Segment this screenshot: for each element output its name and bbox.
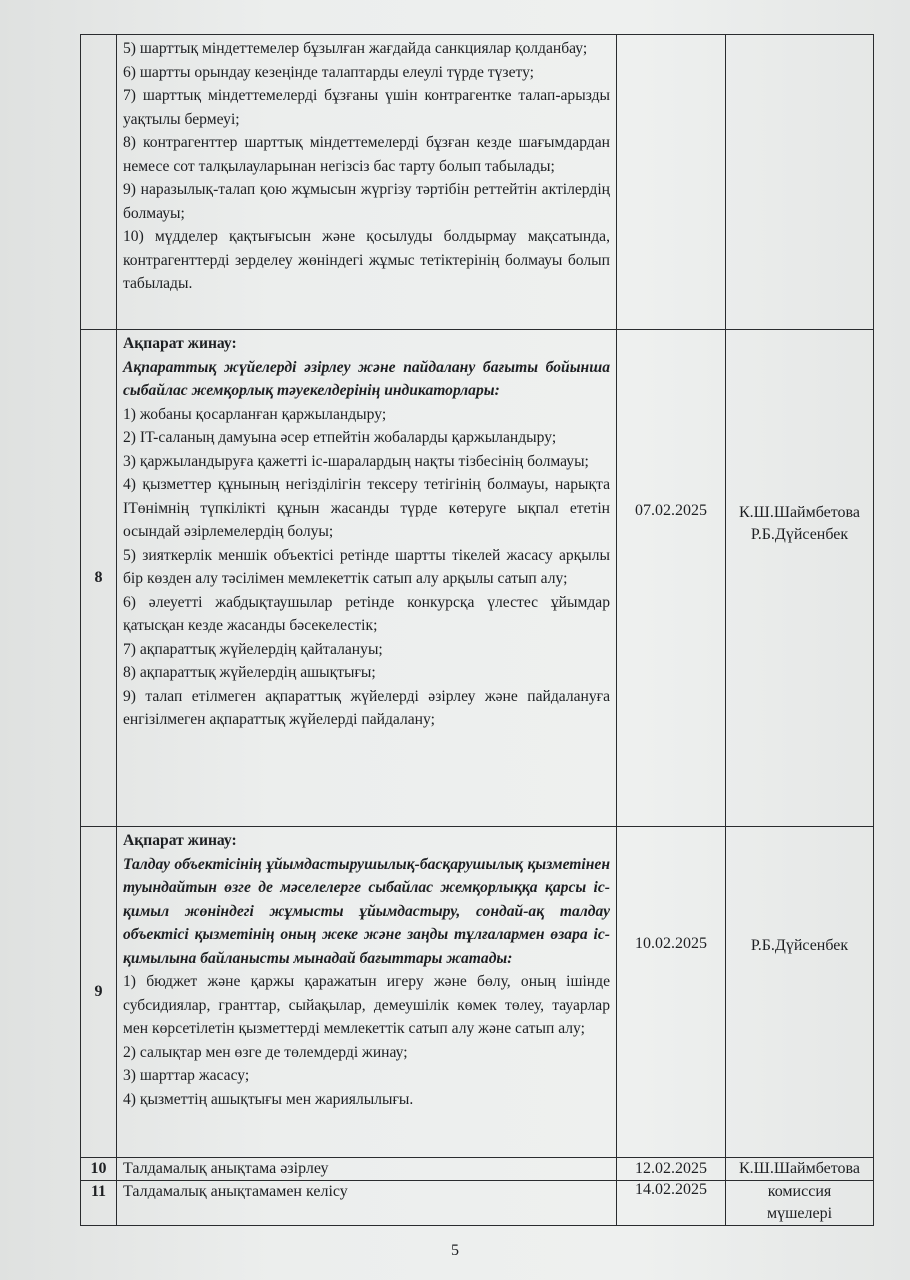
responsible-person: мүшелері [766, 1205, 833, 1222]
date-cell: 07.02.2025 [617, 330, 726, 827]
table-row-continuation [81, 35, 874, 330]
row-text-cell [117, 35, 617, 330]
page-number: 5 [451, 1242, 459, 1259]
list-item: 5) зияткерлік меншік объектісі ретінде шартты тікелей жасасу арқылы бір көзден алу тәсілімен мемлекеттік сатып алу арқылы сатып алу; [123, 546, 610, 587]
responsible-cell [726, 330, 874, 827]
responsible-cell [726, 827, 874, 1158]
list-item: 9) талап етілмеген ақпараттық жүйелерді әзірлеу және пайдалануға енгізілмеген ақпараттық жүйелерді пайдалану; [123, 687, 610, 728]
list-item: 4) қызметтің ашықтығы мен жариялылығы. [123, 1090, 414, 1108]
row-number: 8 [81, 330, 117, 827]
list-item: 7) ақпараттық жүйелердің қайталануы; [123, 640, 383, 658]
plan-table [80, 34, 874, 1226]
list-item: 1) бюджет және қаржы қаражатын игеру және бөлу, оның ішінде субсидиялар, гранттар, сыйақылар, демеушілік көмек төлеу, тауарлар мен көрсетілетін қызметтерді мемлекеттік сатып алу және сатып алу; [123, 973, 610, 1037]
list-item: 10) мүдделер қақтығысын және қосылуды болдырмау мақсатында, контрагенттерді зерделеу жөніндегі жұмыс тетіктерінің болмауы болып табылады. [123, 228, 610, 292]
list-item: 5) шарттық міндеттемелер бұзылған жағдайда санкциялар қолданбау; [123, 40, 588, 57]
list-item: 4) қызметтер құнының негізділігін тексеру тетігінің болмауы, нарықта ITөнімнің түпкілікті құнын жасанды түрде көтеруге ықпал ететін осындай әзірлемелердің болуы; [123, 476, 610, 540]
table-row-8 [81, 330, 874, 827]
date-cell: 12.02.2025 [617, 1158, 726, 1181]
list-item: 3) қаржыландыруға қажетті іс-шаралардың нақты тізбесінің болмауы; [123, 452, 589, 470]
date-cell [617, 35, 726, 330]
date-cell: 14.02.2025 [617, 1181, 726, 1226]
list-item: 9) наразылық-талап қою жұмысын жүргізу тәртібін реттейтін актілердің болмауы; [123, 181, 610, 222]
list-item: 2) IT-саланың дамуына әсер етпейтін жобаларды қаржыландыру; [123, 429, 557, 446]
responsible-person: Р.Б.Дүйсенбек [750, 526, 849, 543]
responsible-person: Р.Б.Дүйсенбек [750, 937, 849, 954]
row-text-cell [117, 827, 617, 1158]
table-row-11 [81, 1181, 874, 1226]
row-number: 9 [81, 827, 117, 1158]
row-number: 11 [81, 1181, 117, 1226]
section-heading: Ақпарат жинау: [123, 335, 237, 352]
list-item: 8) контрагенттер шарттық міндеттемелерді бұзған кезде шағымдардан немесе сот талқылауларынан негізсіз бас тарту болып табылады; [123, 134, 610, 175]
list-item: 6) шартты орындау кезеңінде талаптарды елеулі түрде түзету; [123, 63, 535, 81]
list-item: 7) шарттық міндеттемелерді бұзғаны үшін контрагентке талап-арызды уақтылы бермеуі; [123, 87, 610, 128]
row-text: Талдамалық анықтама әзірлеу [117, 1158, 617, 1181]
responsible-person: комиссия [767, 1183, 832, 1200]
row-number-cell [81, 35, 117, 330]
list-item: 3) шарттар жасасу; [123, 1067, 250, 1084]
responsible-person: К.Ш.Шаймбетова [739, 1160, 860, 1177]
responsible-cell [726, 1158, 874, 1181]
section-heading: Ақпарат жинау: [123, 832, 237, 849]
section-subheading: Ақпараттық жүйелерді әзірлеу және пайдалану бағыты бойынша сыбайлас жемқорлық тәуекелдерінің индикаторлары: [123, 358, 610, 399]
row-number: 10 [81, 1158, 117, 1181]
list-item: 1) жобаны қосарланған қаржыландыру; [123, 405, 387, 423]
list-item: 2) салықтар мен өзге де төлемдерді жинау; [123, 1043, 408, 1061]
responsible-cell [726, 35, 874, 330]
responsible-cell [726, 1181, 874, 1226]
row-text-cell [117, 330, 617, 827]
row-text: Талдамалық анықтамамен келісу [117, 1181, 617, 1226]
table-row-10 [81, 1158, 874, 1181]
list-item: 8) ақпараттық жүйелердің ашықтығы; [123, 664, 376, 681]
section-subheading: Талдау объектісінің ұйымдастырушылық-басқарушылық қызметінен туындайтын өзге де мәселелерге сыбайлас жемқорлыққа қарсы іс-қимыл жөніндегі жұмысты ұйымдастыру, сондай-ақ талдау объектісі қызметінің оның жеке және заңды тұлғалармен өзара іс-қимылына байланысты мынадай бағыттары жатады: [123, 855, 610, 967]
date-cell: 10.02.2025 [617, 827, 726, 1158]
table-row-9 [81, 827, 874, 1158]
responsible-person: К.Ш.Шаймбетова [739, 504, 860, 521]
list-item: 6) әлеуетті жабдықтаушылар ретінде конкурсқа үлестес ұйымдар қатысқан кезде жасанды бәсекелестік; [123, 593, 610, 634]
